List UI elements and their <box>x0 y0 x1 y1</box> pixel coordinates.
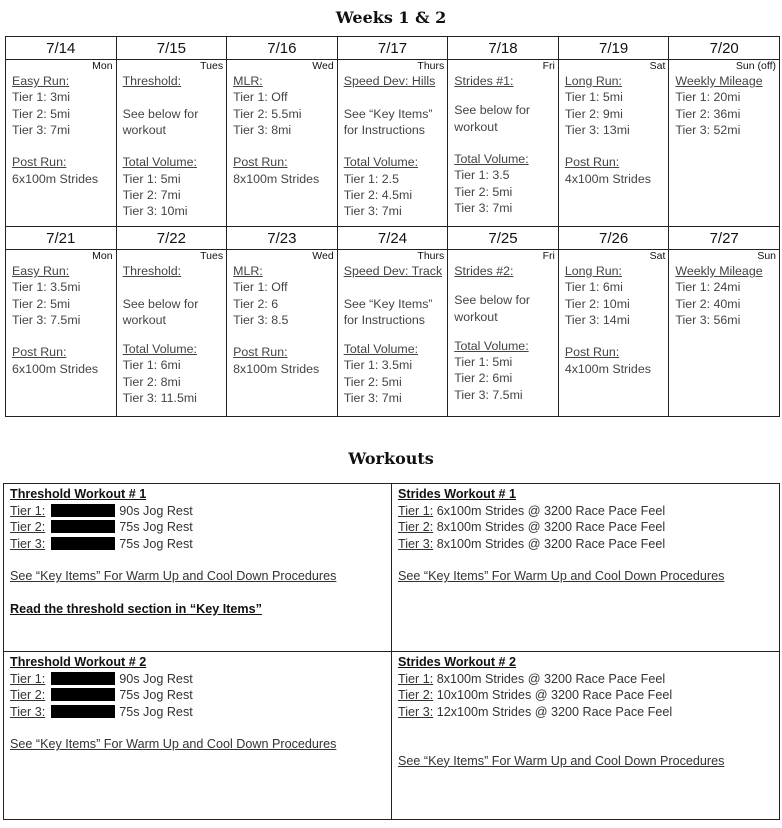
session-heading: Long Run: <box>564 264 622 278</box>
day-name: Wed <box>312 60 334 72</box>
date-cell: 7/26 <box>558 227 669 250</box>
workout-tier-line <box>398 503 773 520</box>
tier-text: 75s Jog Rest <box>119 704 193 719</box>
total-volume-heading: Total Volume: <box>343 342 419 357</box>
tier-text: 6x100m Strides @ 3200 Race Pace Feel <box>436 503 666 518</box>
note-line: See “Key Items” <box>343 106 433 121</box>
tier-text: 90s Jog Rest <box>119 503 193 518</box>
tier-line: Tier 1: 6mi <box>564 280 623 295</box>
date-cell: 7/18 <box>448 37 559 60</box>
date-cell: 7/16 <box>227 37 338 60</box>
tier-label: Tier 1: <box>398 671 434 686</box>
day-cell-mon <box>6 60 117 227</box>
session-heading: Long Run: <box>564 74 622 88</box>
tier-line: Tier 3: 7.5mi <box>12 312 81 327</box>
tier-line: Tier 3: 8mi <box>233 122 292 137</box>
date-cell: 7/17 <box>337 37 448 60</box>
workout-tier-line <box>398 671 773 688</box>
note-line: workout <box>454 119 498 134</box>
workout-tier-line <box>10 519 385 536</box>
weeks-title: Weeks 1 & 2 <box>335 8 447 27</box>
day-cell-sat <box>558 60 669 227</box>
tier-line: Tier 1: 5mi <box>122 171 181 186</box>
workouts-title: Workouts <box>348 449 434 468</box>
post-run-line: 8x100m Strides <box>233 171 320 186</box>
tier-line: Tier 3: 7mi <box>454 201 513 216</box>
tier-line: Tier 1: 3.5mi <box>343 358 413 373</box>
tier-line: Tier 2: 8mi <box>122 374 181 389</box>
total-volume-heading: Total Volume: <box>343 155 419 170</box>
weekly-mileage-heading: Weekly Mileage <box>675 264 763 278</box>
tier-line: Tier 3: 7.5mi <box>454 387 523 402</box>
redaction-bar <box>51 688 115 701</box>
tier-label: Tier 1: <box>10 503 46 518</box>
post-run-line: 6x100m Strides <box>12 361 99 376</box>
total-volume-heading: Total Volume: <box>122 342 197 357</box>
tier-text: 12x100m Strides @ 3200 Race Pace Feel <box>436 704 673 719</box>
tier-line: Tier 2: 5.5mi <box>233 106 302 121</box>
session-heading: MLR: <box>233 74 263 88</box>
tier-text: 90s Jog Rest <box>119 671 193 686</box>
note-line: See below for <box>122 296 199 311</box>
workout-title: Strides Workout # 2 <box>398 655 517 669</box>
post-run-line: 8x100m Strides <box>233 361 320 376</box>
tier-line: Tier 1: Off <box>233 90 288 105</box>
date-cell: 7/20 <box>669 37 780 60</box>
tier-line: Tier 2: 36mi <box>675 106 741 121</box>
note-line: for Instructions <box>343 122 425 137</box>
day-name: Fri <box>542 250 555 262</box>
tier-line: Tier 3: 14mi <box>564 312 630 327</box>
workout-tier-line <box>398 704 773 721</box>
note-line: See below for <box>122 106 199 121</box>
session-heading: Threshold: <box>122 74 182 88</box>
redaction-bar <box>51 520 115 533</box>
key-items-note: See “Key Items” For Warm Up and Cool Down Procedures <box>398 569 725 584</box>
day-cell-fri <box>448 60 559 227</box>
workout-tier-line <box>10 671 385 688</box>
day-cell-fri <box>448 250 559 417</box>
session-heading: Speed Dev: Track <box>343 264 443 278</box>
note-line: for Instructions <box>343 312 425 327</box>
tier-text: 75s Jog Rest <box>119 688 193 702</box>
total-volume-heading: Total Volume: <box>122 155 197 170</box>
tier-line: Tier 2: 7mi <box>122 188 181 203</box>
day-name: Mon <box>92 60 113 72</box>
tier-text: 8x100m Strides @ 3200 Race Pace Feel <box>436 671 666 686</box>
date-cell: 7/14 <box>6 37 117 60</box>
day-name: Wed <box>312 250 334 262</box>
tier-label: Tier 3: <box>398 704 434 719</box>
tier-line: Tier 2: 40mi <box>675 296 741 311</box>
note-line: workout <box>122 122 166 137</box>
day-name: Fri <box>542 60 555 72</box>
redaction-bar <box>51 672 115 685</box>
day-name: Thurs <box>417 60 445 72</box>
post-run-line: 6x100m Strides <box>12 171 99 186</box>
day-cell-wed <box>227 250 338 417</box>
total-volume-heading: Total Volume: <box>454 152 529 167</box>
note-line: See “Key Items” <box>343 296 433 311</box>
day-name: Thurs <box>417 250 445 262</box>
tier-label: Tier 2: <box>10 520 46 534</box>
day-name: Sat <box>649 250 666 262</box>
week1-calendar <box>5 36 780 227</box>
tier-line: Tier 2: 5mi <box>12 106 71 121</box>
tier-line: Tier 1: 3.5mi <box>12 280 81 295</box>
day-cell-mon <box>6 250 117 417</box>
threshold-workout-2 <box>4 652 392 820</box>
total-volume-heading: Total Volume: <box>454 338 529 353</box>
tier-line: Tier 3: 8.5 <box>233 312 289 327</box>
tier-label: Tier 2: <box>10 688 46 702</box>
tier-label: Tier 3: <box>10 704 46 719</box>
week1-date-row <box>6 37 780 60</box>
note-line: See below for <box>454 103 531 118</box>
date-cell: 7/27 <box>669 227 780 250</box>
workout-tier-line <box>398 519 773 536</box>
tier-text: 75s Jog Rest <box>119 536 193 551</box>
workouts-table <box>3 483 780 820</box>
date-cell: 7/24 <box>337 227 448 250</box>
workout-tier-line <box>10 503 385 520</box>
tier-line: Tier 3: 7mi <box>343 204 402 219</box>
tier-line: Tier 3: 7mi <box>343 391 402 406</box>
workout-tier-line <box>398 536 773 553</box>
tier-line: Tier 1: 3mi <box>12 90 71 105</box>
tier-line: Tier 2: 5mi <box>343 374 402 389</box>
threshold-workout-1 <box>4 484 392 652</box>
tier-line: Tier 1: 5mi <box>454 355 513 370</box>
post-run-heading: Post Run: <box>233 155 288 170</box>
tier-text: 8x100m Strides @ 3200 Race Pace Feel <box>436 520 666 534</box>
session-heading: Threshold: <box>122 264 182 278</box>
tier-line: Tier 3: 13mi <box>564 122 630 137</box>
tier-label: Tier 3: <box>398 536 434 551</box>
day-cell-tues <box>116 60 227 227</box>
key-items-note: See “Key Items” For Warm Up and Cool Down Procedures <box>10 737 337 752</box>
tier-line: Tier 1: 3.5 <box>454 168 510 183</box>
tier-line: Tier 1: 2.5 <box>343 171 400 186</box>
tier-line: Tier 1: 5mi <box>564 90 623 105</box>
week2-day-row <box>6 250 780 417</box>
redaction-bar <box>51 705 115 718</box>
tier-text: 10x100m Strides @ 3200 Race Pace Feel <box>436 688 673 702</box>
date-cell: 7/25 <box>448 227 559 250</box>
post-run-heading: Post Run: <box>12 345 67 360</box>
tier-line: Tier 3: 7mi <box>12 122 71 137</box>
tier-text: 75s Jog Rest <box>119 520 193 534</box>
redaction-bar <box>51 537 115 550</box>
note-line: See below for <box>454 293 531 308</box>
date-cell: 7/15 <box>116 37 227 60</box>
day-name: Sun (off) <box>735 60 776 72</box>
tier-line: Tier 1: 24mi <box>675 280 741 295</box>
post-run-line: 4x100m Strides <box>564 361 651 376</box>
tier-line: Tier 3: 11.5mi <box>122 391 197 406</box>
session-heading: Easy Run: <box>12 74 70 88</box>
post-run-line: 4x100m Strides <box>564 171 651 186</box>
day-cell-sat <box>558 250 669 417</box>
tier-label: Tier 2: <box>398 688 434 702</box>
post-run-heading: Post Run: <box>564 345 620 360</box>
tier-label: Tier 2: <box>398 520 434 534</box>
key-items-note: See “Key Items” For Warm Up and Cool Down Procedures <box>10 569 337 584</box>
tier-line: Tier 1: 6mi <box>122 358 181 373</box>
strides-workout-2 <box>392 652 780 820</box>
note-line: workout <box>122 312 166 327</box>
session-heading: Strides #2: <box>454 264 514 278</box>
tier-label: Tier 1: <box>10 671 46 686</box>
session-heading: Speed Dev: Hills <box>343 74 436 88</box>
date-cell: 7/19 <box>558 37 669 60</box>
tier-text: 8x100m Strides @ 3200 Race Pace Feel <box>436 536 666 551</box>
session-heading: MLR: <box>233 264 263 278</box>
post-run-heading: Post Run: <box>12 155 67 170</box>
week1-day-row <box>6 60 780 227</box>
read-threshold-note: Read the threshold section in “Key Items” <box>10 602 262 617</box>
note-line: workout <box>454 309 498 324</box>
post-run-heading: Post Run: <box>564 155 620 170</box>
date-cell: 7/22 <box>116 227 227 250</box>
tier-label: Tier 3: <box>10 536 46 551</box>
tier-line: Tier 2: 10mi <box>564 296 630 311</box>
day-name: Tues <box>200 60 224 72</box>
day-name: Mon <box>92 250 113 262</box>
day-cell-wed <box>227 60 338 227</box>
key-items-note: See “Key Items” For Warm Up and Cool Down Procedures <box>398 753 725 768</box>
weekly-mileage-heading: Weekly Mileage <box>675 74 763 88</box>
workout-title: Threshold Workout # 2 <box>10 655 147 669</box>
workout-tier-line <box>10 687 385 704</box>
post-run-heading: Post Run: <box>233 345 288 360</box>
tier-line: Tier 2: 5mi <box>12 296 71 311</box>
day-cell-tues <box>116 250 227 417</box>
day-cell-sun <box>669 250 780 417</box>
strides-workout-1 <box>392 484 780 652</box>
day-cell-thurs <box>337 250 448 417</box>
workout-tier-line <box>10 536 385 553</box>
week2-calendar <box>5 226 780 417</box>
day-name: Sat <box>649 60 666 72</box>
session-heading: Strides #1: <box>454 74 514 88</box>
date-cell: 7/23 <box>227 227 338 250</box>
tier-line: Tier 3: 52mi <box>675 122 741 137</box>
tier-line: Tier 2: 5mi <box>454 184 513 199</box>
date-cell: 7/21 <box>6 227 117 250</box>
tier-line: Tier 1: 20mi <box>675 90 741 105</box>
redaction-bar <box>51 504 115 517</box>
week2-date-row <box>6 227 780 250</box>
day-cell-thurs <box>337 60 448 227</box>
day-name: Tues <box>200 250 224 262</box>
workout-tier-line <box>10 704 385 721</box>
day-name: Sun <box>757 250 776 262</box>
tier-line: Tier 2: 6mi <box>454 371 513 386</box>
tier-line: Tier 3: 56mi <box>675 312 741 327</box>
session-heading: Easy Run: <box>12 264 70 278</box>
workout-title: Threshold Workout # 1 <box>10 487 147 501</box>
tier-line: Tier 2: 9mi <box>564 106 623 121</box>
tier-label: Tier 1: <box>398 503 434 518</box>
day-cell-sun <box>669 60 780 227</box>
tier-line: Tier 2: 6 <box>233 296 279 311</box>
tier-line: Tier 3: 10mi <box>122 204 188 219</box>
workout-title: Strides Workout # 1 <box>398 487 517 501</box>
workout-tier-line <box>398 687 773 704</box>
tier-line: Tier 2: 4.5mi <box>343 188 413 203</box>
tier-line: Tier 1: Off <box>233 280 288 295</box>
